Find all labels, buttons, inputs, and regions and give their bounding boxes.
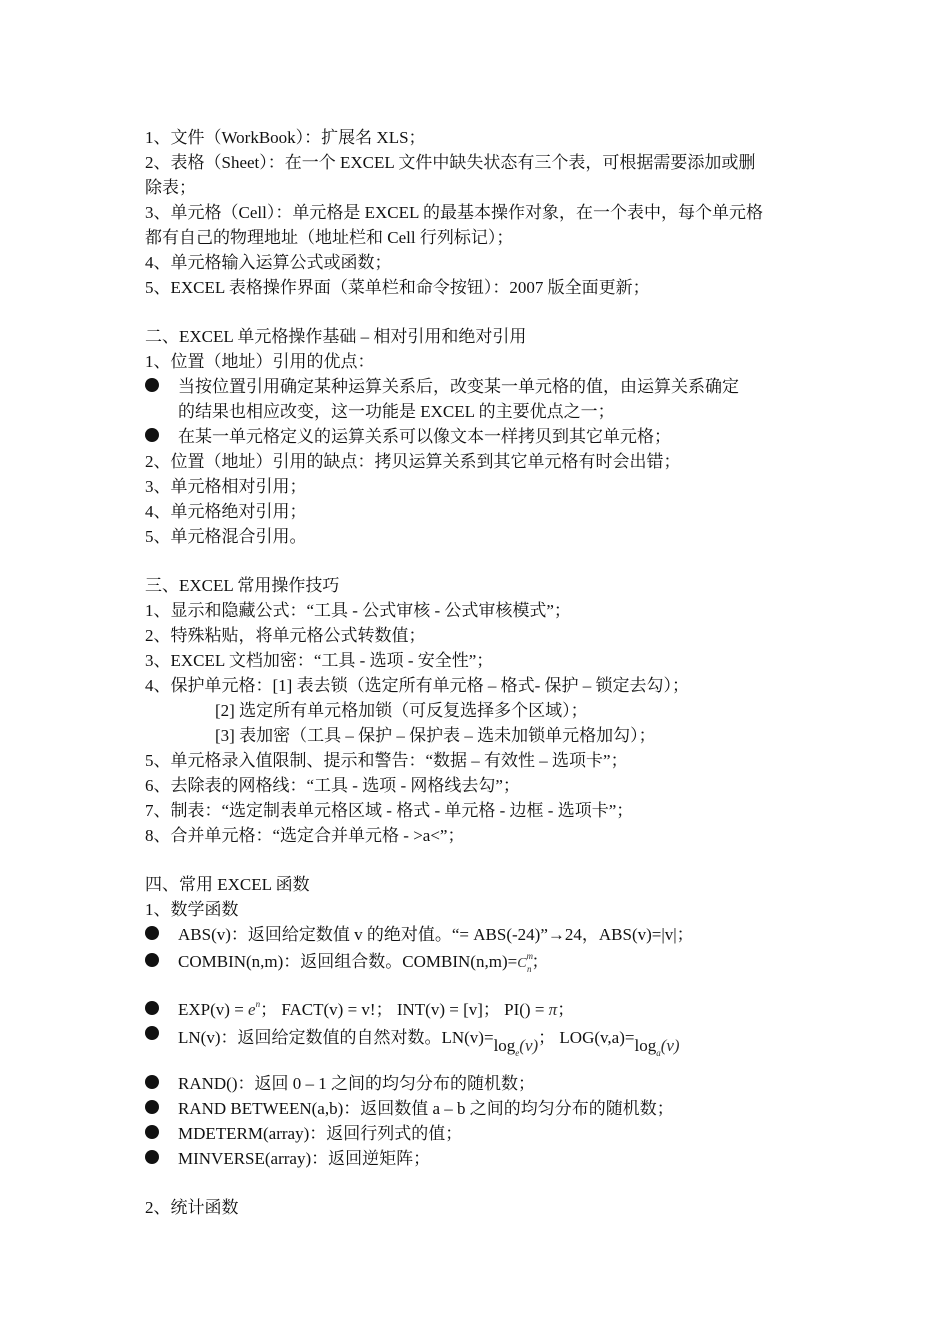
- text-line: 5、单元格录入值限制、提示和警告：“数据 – 有效性 – 选项卡”；: [145, 751, 628, 770]
- ln-text: LN(v)：返回给定数值的自然对数。LN(v)=: [178, 1028, 494, 1047]
- exp-text: EXP(v) =: [178, 1000, 249, 1019]
- math-e: e: [248, 1000, 256, 1019]
- math-arg: (v): [519, 1036, 539, 1055]
- text-line: 5、EXCEL 表格操作界面（菜单栏和命令按钮）：2007 版全面更新；: [145, 278, 650, 297]
- text-line: 3、单元格相对引用；: [145, 477, 307, 496]
- bullet-icon: [145, 1125, 159, 1139]
- combin-text: COMBIN(n,m)：返回组合数。COMBIN(n,m)=: [178, 952, 518, 971]
- math-base-e: e: [515, 1048, 520, 1058]
- math-n: n: [527, 964, 532, 974]
- bullet-text: 的结果也相应改变，这一功能是 EXCEL 的主要优点之一；: [178, 402, 615, 421]
- bullet-icon: [145, 1075, 159, 1089]
- text-line: 2、统计函数: [145, 1198, 239, 1217]
- bullet-text: 在某一单元格定义的运算关系可以像文本一样拷贝到其它单元格；: [178, 427, 671, 446]
- bullet-text: RAND()：返回 0 – 1 之间的均匀分布的随机数；: [178, 1074, 535, 1093]
- bullet-icon: [145, 1100, 159, 1114]
- text-line: 1、数学函数: [145, 900, 239, 919]
- log-formula: [634, 1030, 679, 1064]
- text-line: 8、合并单元格：“选定合并单元格 - >a<”；: [145, 826, 465, 845]
- text-line: 4、单元格绝对引用；: [145, 502, 307, 521]
- text-line: 3、单元格（Cell）：单元格是 EXCEL 的最基本操作对象，在一个表中，每个单元格: [145, 203, 763, 222]
- bullet-icon: [145, 1150, 159, 1164]
- bullet-text: 当按位置引用确定某种运算关系后，改变某一单元格的值，由运算关系确定: [178, 377, 739, 396]
- combination-formula: [517, 949, 534, 977]
- bullet-text: MINVERSE(array)：返回逆矩阵；: [178, 1149, 431, 1168]
- bullet-icon: [145, 1026, 159, 1040]
- text-line: 2、表格（Sheet）：在一个 EXCEL 文件中缺失状态有三个表，可根据需要添加或删: [145, 153, 756, 172]
- text-line: 2、位置（地址）引用的缺点：拷贝运算关系到其它单元格有时会出错；: [145, 452, 681, 471]
- math-pi: π: [548, 1000, 558, 1019]
- combin-end: ；: [531, 952, 549, 971]
- text-line: 1、文件（WorkBook）：扩展名 XLS；: [145, 128, 426, 147]
- math-arg: (v): [660, 1036, 680, 1055]
- bullet-text: ABS(v)：返回给定数值 v 的绝对值。“= ABS(-24)”→24，ABS(v)=|v|；: [178, 925, 694, 944]
- text-line: 6、去除表的网格线：“工具 - 选项 - 网格线去勾”；: [145, 776, 520, 795]
- text-line: 5、单元格混合引用。: [145, 527, 307, 546]
- bullet-text: RAND BETWEEN(a,b)：返回数值 a – b 之间的均匀分布的随机数；: [178, 1099, 674, 1118]
- text-line: [3] 表加密（工具 – 保护 – 保护表 – 选未加锁单元格加勾）；: [215, 726, 656, 745]
- fact-int-text: ； FACT(v) = v!； INT(v) = [v]； PI() =: [260, 1000, 549, 1019]
- text-line: 4、保护单元格：[1] 表去锁（选定所有单元格 – 格式- 保护 – 锁定去勾）；: [145, 676, 689, 695]
- section-heading: 四、常用 EXCEL 函数: [145, 875, 310, 894]
- text-line: 4、单元格输入运算公式或函数；: [145, 253, 392, 272]
- math-n-exp: n: [255, 999, 261, 1009]
- bullet-icon: [145, 926, 159, 940]
- text-line: 1、位置（地址）引用的优点：: [145, 352, 375, 371]
- bullet-text: [178, 997, 858, 1025]
- bullet-icon: [145, 428, 159, 442]
- bullet-icon: [145, 1001, 159, 1015]
- math-log: log: [493, 1036, 516, 1055]
- section-heading: 二、EXCEL 单元格操作基础 – 相对引用和绝对引用: [145, 327, 527, 346]
- section-heading: 三、EXCEL 常用操作技巧: [145, 576, 340, 595]
- bullet-text: [178, 1022, 858, 1056]
- bullet-text: [178, 949, 858, 977]
- math-m: m: [526, 951, 534, 961]
- bullet-icon: [145, 378, 159, 392]
- text-line: 2、特殊粘贴，将单元格公式转数值；: [145, 626, 426, 645]
- text-line: 1、显示和隐藏公式：“工具 - 公式审核 - 公式审核模式”；: [145, 601, 571, 620]
- log-text: ； LOG(v,a)=: [538, 1028, 635, 1047]
- math-log: log: [634, 1036, 657, 1055]
- exp-end: ；: [557, 1000, 575, 1019]
- text-line: [2] 选定所有单元格加锁（可反复选择多个区域）；: [215, 701, 588, 720]
- text-line: 都有自己的物理地址（地址栏和 Cell 行列标记）；: [145, 228, 514, 247]
- ln-formula: [494, 1030, 539, 1064]
- text-line: 除表；: [145, 178, 196, 197]
- math-base-a: a: [656, 1048, 661, 1058]
- text-line: 3、EXCEL 文档加密：“工具 - 选项 - 安全性”；: [145, 651, 494, 670]
- text-line: 7、制表：“选定制表单元格区域 - 格式 - 单元格 - 边框 - 选项卡”；: [145, 801, 634, 820]
- bullet-icon: [145, 953, 159, 967]
- bullet-text: MDETERM(array)：返回行列式的值；: [178, 1124, 463, 1143]
- math-c: C: [517, 956, 527, 971]
